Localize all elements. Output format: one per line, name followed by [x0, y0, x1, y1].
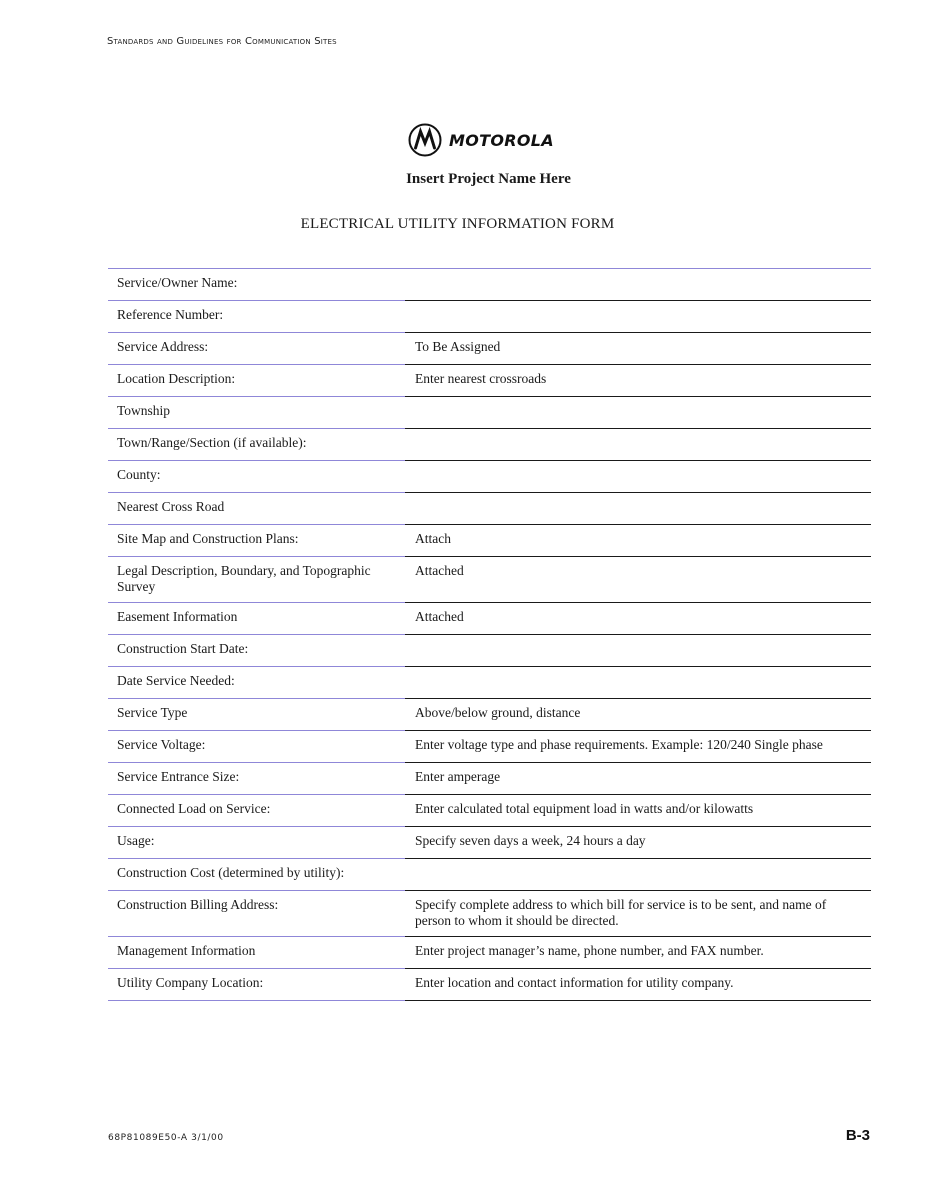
table-row	[108, 525, 871, 557]
field-label: Location Description:	[108, 365, 405, 397]
table-row	[108, 891, 871, 937]
field-value: Specify seven days a week, 24 hours a day	[405, 827, 871, 859]
field-value: Enter amperage	[405, 763, 871, 795]
field-value: Attached	[405, 557, 871, 603]
document-number: 68P81089E50-A 3/1/00	[108, 1133, 224, 1143]
field-label: Service Type	[108, 699, 405, 731]
project-name: Insert Project Name Here	[406, 171, 571, 187]
table-row	[108, 333, 871, 365]
field-value	[405, 301, 871, 333]
field-value: Enter project manager’s name, phone number, and FAX number.	[405, 937, 871, 969]
field-label: Legal Description, Boundary, and Topographic Survey	[108, 557, 405, 603]
running-header: Standards and Guidelines for Communication Sites	[107, 36, 337, 47]
utility-info-table	[108, 268, 871, 1001]
table-row	[108, 731, 871, 763]
field-label: Construction Start Date:	[108, 635, 405, 667]
field-value	[405, 635, 871, 667]
table-row	[108, 365, 871, 397]
table-row	[108, 667, 871, 699]
field-value: Enter location and contact information for utility company.	[405, 969, 871, 1001]
field-label: Service Address:	[108, 333, 405, 365]
motorola-logo	[408, 123, 554, 157]
field-value	[405, 397, 871, 429]
table-row	[108, 493, 871, 525]
table-row	[108, 635, 871, 667]
field-label: Management Information	[108, 937, 405, 969]
field-value: Specify complete address to which bill for service is to be sent, and name of person to whom it should be directed.	[405, 891, 871, 937]
field-value	[405, 859, 871, 891]
field-value	[405, 667, 871, 699]
table-row	[108, 603, 871, 635]
table-row	[108, 557, 871, 603]
table-row	[108, 699, 871, 731]
field-label: Date Service Needed:	[108, 667, 405, 699]
table-row	[108, 969, 871, 1001]
field-value: Attached	[405, 603, 871, 635]
field-label: Usage:	[108, 827, 405, 859]
field-label: Connected Load on Service:	[108, 795, 405, 827]
field-label: County:	[108, 461, 405, 493]
field-label: Utility Company Location:	[108, 969, 405, 1001]
motorola-batwing-icon	[408, 123, 442, 157]
table-row	[108, 301, 871, 333]
field-value: Enter calculated total equipment load in watts and/or kilowatts	[405, 795, 871, 827]
field-value	[405, 461, 871, 493]
table-row	[108, 269, 871, 301]
form-title: ELECTRICAL UTILITY INFORMATION FORM	[300, 216, 615, 232]
field-value	[405, 493, 871, 525]
table-row	[108, 937, 871, 969]
field-label: Township	[108, 397, 405, 429]
field-label: Nearest Cross Road	[108, 493, 405, 525]
field-value: Above/below ground, distance	[405, 699, 871, 731]
field-label: Construction Billing Address:	[108, 891, 405, 937]
table-row	[108, 397, 871, 429]
table-row	[108, 763, 871, 795]
field-label: Easement Information	[108, 603, 405, 635]
field-label: Service/Owner Name:	[108, 269, 405, 301]
table-row	[108, 461, 871, 493]
field-label: Reference Number:	[108, 301, 405, 333]
table-row	[108, 795, 871, 827]
field-value	[405, 429, 871, 461]
field-label: Site Map and Construction Plans:	[108, 525, 405, 557]
field-label: Service Voltage:	[108, 731, 405, 763]
field-value: Enter voltage type and phase requirements. Example: 120/240 Single phase	[405, 731, 871, 763]
field-label: Construction Cost (determined by utility):	[108, 859, 405, 891]
field-value: Enter nearest crossroads	[405, 365, 871, 397]
table-row	[108, 429, 871, 461]
page-number: B-3	[845, 1127, 870, 1144]
field-value: Attach	[405, 525, 871, 557]
table-row	[108, 827, 871, 859]
field-label: Service Entrance Size:	[108, 763, 405, 795]
field-value	[405, 269, 871, 301]
field-label: Town/Range/Section (if available):	[108, 429, 405, 461]
motorola-wordmark: MOTOROLA	[449, 130, 554, 150]
table-row	[108, 859, 871, 891]
field-value: To Be Assigned	[405, 333, 871, 365]
